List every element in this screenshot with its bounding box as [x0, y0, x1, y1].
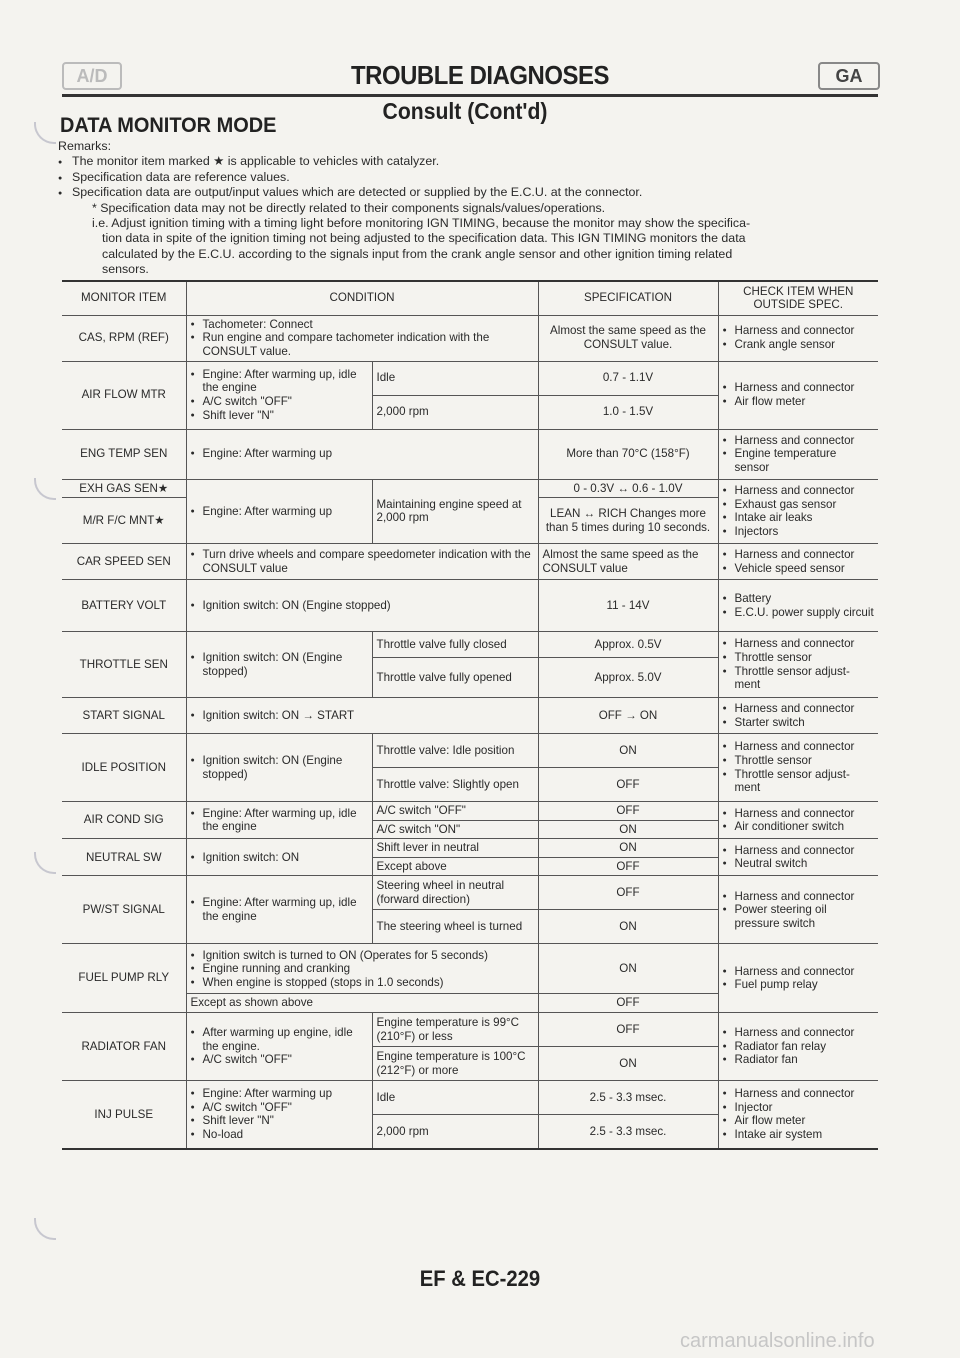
monitor-item: IDLE POSITION	[62, 734, 186, 802]
condition-text: ● Shift lever "N"	[191, 409, 368, 423]
check-text: ● Battery	[723, 592, 875, 606]
condition-cell	[186, 580, 538, 632]
monitor-item: RADIATOR FAN	[62, 1013, 186, 1081]
spec-cell: 2.5 - 3.3 msec.	[538, 1115, 718, 1149]
sub-condition: Maintaining engine speed at 2,000 rpm	[372, 479, 538, 544]
spec-cell: ON	[538, 910, 718, 944]
sub-condition: Throttle valve fully closed	[372, 632, 538, 658]
sub-condition: Engine temperature is 99°C (210°F) or less	[372, 1013, 538, 1047]
sub-condition: Throttle valve: Idle position	[372, 734, 538, 768]
check-cell	[718, 429, 878, 479]
table-row	[62, 315, 878, 361]
table-row	[62, 479, 878, 498]
check-cell	[718, 632, 878, 698]
table-row	[62, 734, 878, 768]
table-row	[62, 802, 878, 821]
binder-hole-mark	[34, 852, 56, 874]
check-text: ● Intake air system	[723, 1128, 875, 1142]
spec-cell: 1.0 - 1.5V	[538, 395, 718, 429]
table-row	[62, 361, 878, 395]
condition-cell	[186, 315, 538, 361]
table-row	[62, 698, 878, 734]
section-box-right: GA	[818, 62, 880, 90]
monitor-item: PW/ST SIGNAL	[62, 876, 186, 944]
remark-item: ● Specification data are reference values.	[58, 170, 888, 185]
check-text: ● Harness and connector	[723, 548, 875, 562]
check-text: ● Starter switch	[723, 716, 875, 730]
condition-cell	[186, 632, 372, 698]
check-cell	[718, 944, 878, 1013]
condition-text: ● Engine: After warming up, idle the engine	[191, 807, 368, 834]
condition-text: ● Ignition switch: ON → START	[191, 709, 534, 723]
condition-text: ● Run engine and compare tachometer indication with the CONSULT value.	[191, 331, 534, 358]
check-text: ● Harness and connector	[723, 1087, 875, 1101]
remark-item: ● Specification data are output/input values which are detected or supplied by the E.C.U. at the connector.	[58, 185, 888, 200]
check-cell	[718, 580, 878, 632]
sub-condition: Steering wheel in neutral (forward direction)	[372, 876, 538, 910]
sub-condition: Idle	[372, 361, 538, 395]
remark-note: * Specification data may not be directly related to their components signals/values/operations.	[92, 200, 606, 215]
spec-cell: 0 - 0.3V ↔ 0.6 - 1.0V	[538, 479, 718, 498]
table-row	[62, 544, 878, 580]
check-text: ● Air flow meter	[723, 395, 875, 409]
condition-text: ● Engine: After warming up, idle the engine	[191, 896, 368, 923]
condition-cell	[186, 361, 372, 429]
check-cell	[718, 1013, 878, 1081]
check-text: ● Injectors	[723, 525, 875, 539]
check-text: ● Exhaust gas sensor	[723, 498, 875, 512]
condition-text: ● Ignition switch: ON (Engine stopped)	[191, 754, 368, 781]
condition-cell	[186, 1013, 372, 1081]
header-rule	[62, 94, 878, 97]
monitor-item: FUEL PUMP RLY	[62, 944, 186, 1013]
check-text: ● Power steering oil pressure switch	[723, 903, 875, 930]
binder-hole-mark	[34, 122, 56, 144]
spec-cell: ON	[538, 820, 718, 839]
check-cell	[718, 1081, 878, 1149]
check-text: ● Radiator fan relay	[723, 1040, 875, 1054]
condition-cell	[186, 479, 372, 544]
spec-cell: LEAN ↔ RICH Changes more than 5 times during 10 seconds.	[538, 498, 718, 544]
check-text: ● Engine temperature sensor	[723, 447, 875, 474]
spec-cell: Approx. 0.5V	[538, 632, 718, 658]
remark-example: i.e. Adjust ignition timing with a timing light before monitoring IGN TIMING, because the monitor may show the specifica-	[92, 216, 751, 231]
table-row	[62, 1081, 878, 1115]
condition-cell	[186, 802, 372, 839]
spec-cell: ON	[538, 734, 718, 768]
check-text: ● Harness and connector	[723, 434, 875, 448]
check-cell	[718, 479, 878, 544]
condition-text: ● Ignition switch is turned to ON (Operates for 5 seconds)	[191, 949, 534, 963]
table-header-row	[62, 281, 878, 315]
section-title: DATA MONITOR MODE	[60, 114, 277, 137]
check-text: ● Harness and connector	[723, 484, 875, 498]
spec-cell: 0.7 - 1.1V	[538, 361, 718, 395]
check-text: ● Harness and connector	[723, 965, 875, 979]
table-row	[62, 944, 878, 994]
page-number: EF & EC-229	[419, 1266, 541, 1291]
check-cell	[718, 802, 878, 839]
condition-cell	[186, 944, 538, 994]
check-cell	[718, 315, 878, 361]
check-text: ● Throttle sensor adjust-ment	[723, 665, 875, 692]
sub-condition: Idle	[372, 1081, 538, 1115]
condition-text: ● A/C switch "OFF"	[191, 1101, 368, 1115]
monitor-item: M/R F/C MNT★	[62, 498, 186, 544]
check-text: ● Intake air leaks	[723, 511, 875, 525]
table-row	[62, 1013, 878, 1047]
spec-cell: OFF	[538, 994, 718, 1013]
sub-condition: A/C switch "ON"	[372, 820, 538, 839]
check-cell	[718, 876, 878, 944]
check-text: ● Harness and connector	[723, 740, 875, 754]
header-spec: SPECIFICATION	[538, 281, 718, 315]
check-text: ● Air conditioner switch	[723, 820, 875, 834]
check-text: ● Harness and connector	[723, 890, 875, 904]
remark-example: calculated by the E.C.U. according to the signals input from the crank angle sensor and other ignition timing related	[102, 246, 733, 261]
page-subtitle: Consult (Cont'd)	[382, 98, 548, 124]
spec-cell: ON	[538, 1047, 718, 1081]
table-row	[62, 429, 878, 479]
check-text: ● Throttle sensor	[723, 651, 875, 665]
monitor-item: INJ PULSE	[62, 1081, 186, 1149]
monitor-item: CAS, RPM (REF)	[62, 315, 186, 361]
sub-condition: Shift lever in neutral	[372, 839, 538, 858]
condition-text: ● Engine: After warming up	[191, 447, 534, 461]
table-row	[62, 876, 878, 910]
check-text: ● E.C.U. power supply circuit	[723, 606, 875, 620]
spec-cell: Approx. 5.0V	[538, 658, 718, 698]
spec-cell: Almost the same speed as the CONSULT value	[538, 544, 718, 580]
condition-text: ● Engine: After warming up	[191, 1087, 368, 1101]
sub-condition: Throttle valve fully opened	[372, 658, 538, 698]
spec-cell: OFF	[538, 1013, 718, 1047]
binder-hole-mark	[34, 1218, 56, 1240]
check-text: ● Fuel pump relay	[723, 978, 875, 992]
check-text: ● Neutral switch	[723, 857, 875, 871]
sub-condition: The steering wheel is turned	[372, 910, 538, 944]
check-text: ● Throttle sensor adjust-ment	[723, 768, 875, 795]
sub-condition: A/C switch "OFF"	[372, 802, 538, 821]
monitor-item: CAR SPEED SEN	[62, 544, 186, 580]
condition-cell	[186, 544, 538, 580]
header-condition: CONDITION	[186, 281, 538, 315]
sub-condition: Throttle valve: Slightly open	[372, 768, 538, 802]
spec-cell: 2.5 - 3.3 msec.	[538, 1081, 718, 1115]
spec-cell: OFF	[538, 876, 718, 910]
condition-cell	[186, 698, 538, 734]
check-text: ● Harness and connector	[723, 844, 875, 858]
check-text: ● Throttle sensor	[723, 754, 875, 768]
header-item: MONITOR ITEM	[62, 281, 186, 315]
remarks-block	[58, 139, 888, 278]
condition-text: ● A/C switch "OFF"	[191, 1053, 368, 1067]
condition-text: ● A/C switch "OFF"	[191, 395, 368, 409]
spec-cell: OFF → ON	[538, 698, 718, 734]
spec-cell: OFF	[538, 768, 718, 802]
condition-cell	[186, 429, 538, 479]
spec-cell: 11 - 14V	[538, 580, 718, 632]
monitor-item: THROTTLE SEN	[62, 632, 186, 698]
monitor-item: NEUTRAL SW	[62, 839, 186, 876]
check-cell	[718, 544, 878, 580]
monitor-item: EXH GAS SEN★	[62, 479, 186, 498]
condition-text: ● Tachometer: Connect	[191, 318, 534, 332]
condition-text: ● Engine running and cranking	[191, 962, 534, 976]
monitor-item: ENG TEMP SEN	[62, 429, 186, 479]
check-text: ● Harness and connector	[723, 381, 875, 395]
monitor-item: AIR FLOW MTR	[62, 361, 186, 429]
sub-condition: Engine temperature is 100°C (212°F) or more	[372, 1047, 538, 1081]
condition-text: ● Ignition switch: ON	[191, 851, 368, 865]
condition-cell	[186, 839, 372, 876]
check-text: ● Harness and connector	[723, 637, 875, 651]
condition-text: ● Engine: After warming up, idle the engine	[191, 368, 368, 395]
binder-hole-mark	[34, 478, 56, 500]
sub-condition: Except above	[372, 857, 538, 876]
spec-cell: ON	[538, 944, 718, 994]
condition-text: ● Ignition switch: ON (Engine stopped)	[191, 599, 534, 613]
monitor-item: START SIGNAL	[62, 698, 186, 734]
condition-cell	[186, 734, 372, 802]
check-text: ● Injector	[723, 1101, 875, 1115]
check-text: ● Radiator fan	[723, 1053, 875, 1067]
check-text: ● Vehicle speed sensor	[723, 562, 875, 576]
condition-cell: Except as shown above	[186, 994, 538, 1013]
spec-cell: More than 70°C (158°F)	[538, 429, 718, 479]
check-text: ● Harness and connector	[723, 1026, 875, 1040]
condition-text: ● When engine is stopped (stops in 1.0 seconds)	[191, 976, 534, 990]
spec-cell: ON	[538, 839, 718, 858]
sub-condition: 2,000 rpm	[372, 395, 538, 429]
check-text: ● Harness and connector	[723, 324, 875, 338]
check-cell	[718, 698, 878, 734]
monitor-item: AIR COND SIG	[62, 802, 186, 839]
check-text: ● Harness and connector	[723, 702, 875, 716]
header-check: CHECK ITEM WHEN OUTSIDE SPEC.	[718, 281, 878, 315]
monitor-item: BATTERY VOLT	[62, 580, 186, 632]
sub-condition: 2,000 rpm	[372, 1115, 538, 1149]
condition-cell	[186, 1081, 372, 1149]
check-cell	[718, 361, 878, 429]
data-monitor-table	[62, 280, 878, 1150]
remark-example: sensors.	[102, 262, 149, 277]
watermark: carmanualsonline.info	[680, 1330, 875, 1352]
spec-cell: OFF	[538, 857, 718, 876]
check-cell	[718, 734, 878, 802]
condition-text: ● After warming up engine, idle the engine.	[191, 1026, 368, 1053]
remarks-label: Remarks:	[58, 139, 112, 153]
check-cell	[718, 839, 878, 876]
check-text: ● Crank angle sensor	[723, 338, 875, 352]
remark-item: ● The monitor item marked ★ is applicable to vehicles with catalyzer.	[58, 154, 888, 169]
spec-cell: OFF	[538, 802, 718, 821]
condition-text: ● No-load	[191, 1128, 368, 1142]
remark-example: tion data in spite of the ignition timing not being adjusted to the specification data. This IGN TIMING monitors the data	[102, 231, 746, 246]
section-box-left: A/D	[62, 62, 122, 90]
table-row	[62, 632, 878, 658]
check-text: ● Harness and connector	[723, 807, 875, 821]
table-row	[62, 839, 878, 858]
condition-text: ● Engine: After warming up	[191, 505, 368, 519]
condition-cell	[186, 876, 372, 944]
table-row	[62, 580, 878, 632]
condition-text: ● Ignition switch: ON (Engine stopped)	[191, 651, 368, 678]
page-title: TROUBLE DIAGNOSES	[350, 60, 609, 90]
spec-cell: Almost the same speed as the CONSULT value.	[538, 315, 718, 361]
check-text: ● Air flow meter	[723, 1114, 875, 1128]
condition-text: ● Turn drive wheels and compare speedometer indication with the CONSULT value	[191, 548, 534, 575]
condition-text: ● Shift lever "N"	[191, 1114, 368, 1128]
